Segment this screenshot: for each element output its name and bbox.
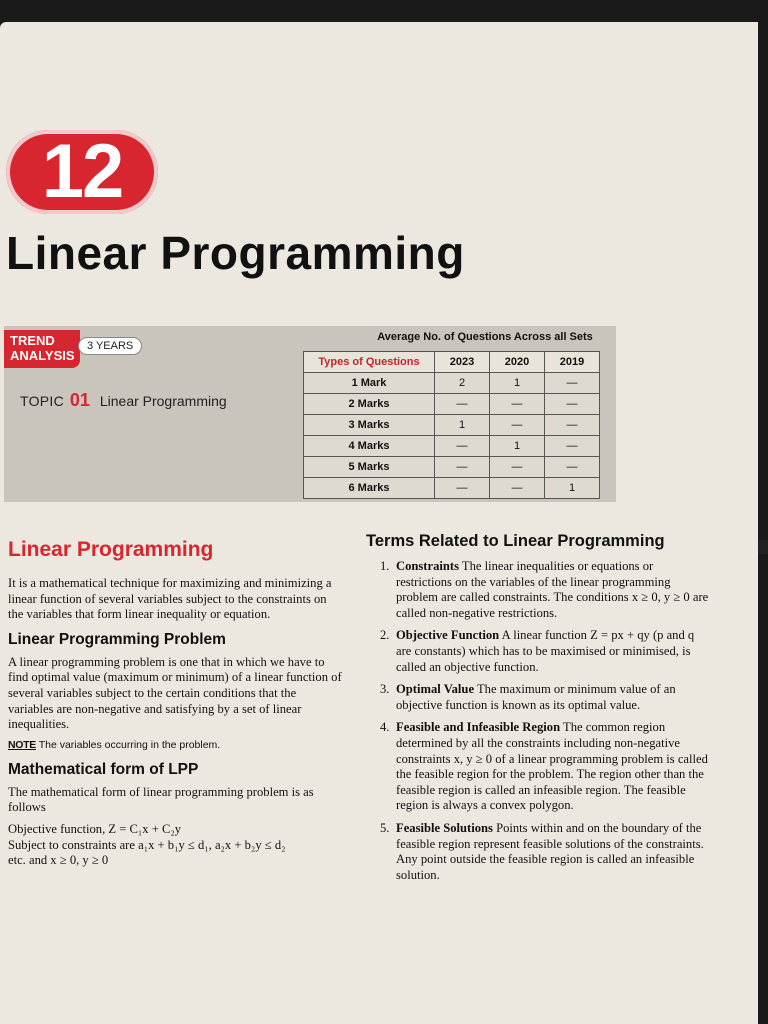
table-row xyxy=(304,415,600,436)
cell-value: — xyxy=(545,394,600,415)
term-title: Feasible Solutions xyxy=(396,820,493,835)
trend-analysis-badge xyxy=(4,330,80,368)
term-text: The maximum or minimum value of an objective function is known as its optimal value. xyxy=(396,682,676,712)
lpp-paragraph: A linear programming problem is one that in which we have to find optimal value (maximum or minimum) of a linear function of several variables subject to the certain conditions that the variables are non-negative and satisfying by a set of linear inequalities. xyxy=(8,654,342,732)
term-number: 2. xyxy=(380,628,390,643)
row-type: 6 Marks xyxy=(304,478,435,499)
years-pill: 3 YEARS xyxy=(78,337,142,355)
header-year: 2020 xyxy=(490,352,545,373)
questions-table xyxy=(303,351,600,499)
topic-name: Linear Programming xyxy=(99,393,227,409)
row-type: 5 Marks xyxy=(304,457,435,478)
page-edge-marker xyxy=(758,540,768,554)
cell-value: — xyxy=(435,457,490,478)
cell-value: — xyxy=(545,373,600,394)
table-row xyxy=(304,436,600,457)
term-title: Optimal Value xyxy=(396,682,475,697)
cell-value: — xyxy=(545,415,600,436)
non-negativity-line: etc. and x ≥ 0, y ≥ 0 xyxy=(8,853,109,868)
cell-value: 1 xyxy=(545,478,600,499)
term-title: Feasible and Infeasible Region xyxy=(396,720,561,735)
cell-value: — xyxy=(490,394,545,415)
section-heading: Linear Programming xyxy=(8,538,214,561)
topic-word: TOPIC xyxy=(20,393,65,409)
cell-value: — xyxy=(490,478,545,499)
term-text: A linear function Z = px + qy (p and q are constants) which has to be maximised or minimised, is called an objective function. xyxy=(396,628,695,674)
row-type: 1 Mark xyxy=(304,373,435,394)
cell-value: — xyxy=(435,478,490,499)
trend-badge-line1: TREND xyxy=(10,333,55,348)
cell-value: — xyxy=(490,457,545,478)
constraints-line: Subject to constraints are a₁x + b₁y ≤ d₁, a₂x + b₂y ≤ d₂ xyxy=(8,837,286,852)
list-item xyxy=(366,720,710,814)
topic-label xyxy=(20,390,227,411)
row-type: 4 Marks xyxy=(304,436,435,457)
objective-function: Objective function, Z = C₁x + C₂y xyxy=(8,821,182,836)
math-form-heading: Mathematical form of LPP xyxy=(8,760,199,778)
term-number: 3. xyxy=(380,682,390,697)
header-types: Types of Questions xyxy=(304,352,435,373)
cell-value: 2 xyxy=(435,373,490,394)
cell-value: — xyxy=(435,436,490,457)
cell-value: 1 xyxy=(490,436,545,457)
header-year: 2019 xyxy=(545,352,600,373)
chapter-number: 12 xyxy=(41,129,123,214)
list-item xyxy=(366,559,710,621)
trend-badge-line2: ANALYSIS xyxy=(10,348,75,363)
math-form-paragraph: The mathematical form of linear programming problem is as follows xyxy=(8,784,314,815)
term-title: Constraints xyxy=(396,559,459,573)
term-text: Points within and on the boundary of the feasible region represent feasible solutions of the constraints. Any point outside the feasible region is called an infeasible solution. xyxy=(396,820,704,882)
note-text: The variables occurring in the problem. xyxy=(38,738,221,751)
table-title: Average No. of Questions Across all Sets xyxy=(377,331,593,343)
right-column xyxy=(366,532,710,890)
list-item xyxy=(366,628,710,675)
cell-value: 1 xyxy=(435,415,490,436)
chapter-title: Linear Programming xyxy=(6,227,465,279)
intro-paragraph: It is a mathematical technique for maximizing and minimizing a linear function of several variables subject to the constraints on the variables that form linear inequality or equation. xyxy=(8,576,332,622)
cell-value: — xyxy=(545,436,600,457)
table-row xyxy=(304,457,600,478)
term-number: 5. xyxy=(380,820,390,835)
term-number: 1. xyxy=(380,559,390,573)
table-row xyxy=(304,394,600,415)
note-label: NOTE xyxy=(8,738,36,751)
cell-value: — xyxy=(545,457,600,478)
table-row xyxy=(304,373,600,394)
term-text: The linear inequalities or equations or restrictions on the variables of the linear programming problem are called constraints. The conditions x ≥ 0, y ≥ 0 are called non-negative restrictions. xyxy=(396,559,709,620)
terms-heading: Terms Related to Linear Programming xyxy=(366,532,665,550)
table-header-row xyxy=(304,352,600,373)
topic-number: 01 xyxy=(69,390,90,410)
row-type: 2 Marks xyxy=(304,394,435,415)
lpp-heading: Linear Programming Problem xyxy=(8,630,226,648)
row-type: 3 Marks xyxy=(304,415,435,436)
list-item xyxy=(366,682,710,713)
cell-value: 1 xyxy=(490,373,545,394)
left-column xyxy=(8,538,344,869)
term-text: The common region determined by all the constraints including non-negative constraints x, y ≥ 0 of a linear programming problem is called the feasible region for the problem. The region other than the feasible region is called an infeasible region. The feasible region is always a convex polygon. xyxy=(396,720,708,813)
header-year: 2023 xyxy=(435,352,490,373)
cell-value: — xyxy=(435,394,490,415)
term-title: Objective Function xyxy=(396,628,500,643)
cell-value: — xyxy=(490,415,545,436)
list-item xyxy=(366,821,710,883)
terms-list xyxy=(366,559,710,883)
term-number: 4. xyxy=(380,720,390,735)
note xyxy=(8,739,344,751)
table-row xyxy=(304,478,600,499)
